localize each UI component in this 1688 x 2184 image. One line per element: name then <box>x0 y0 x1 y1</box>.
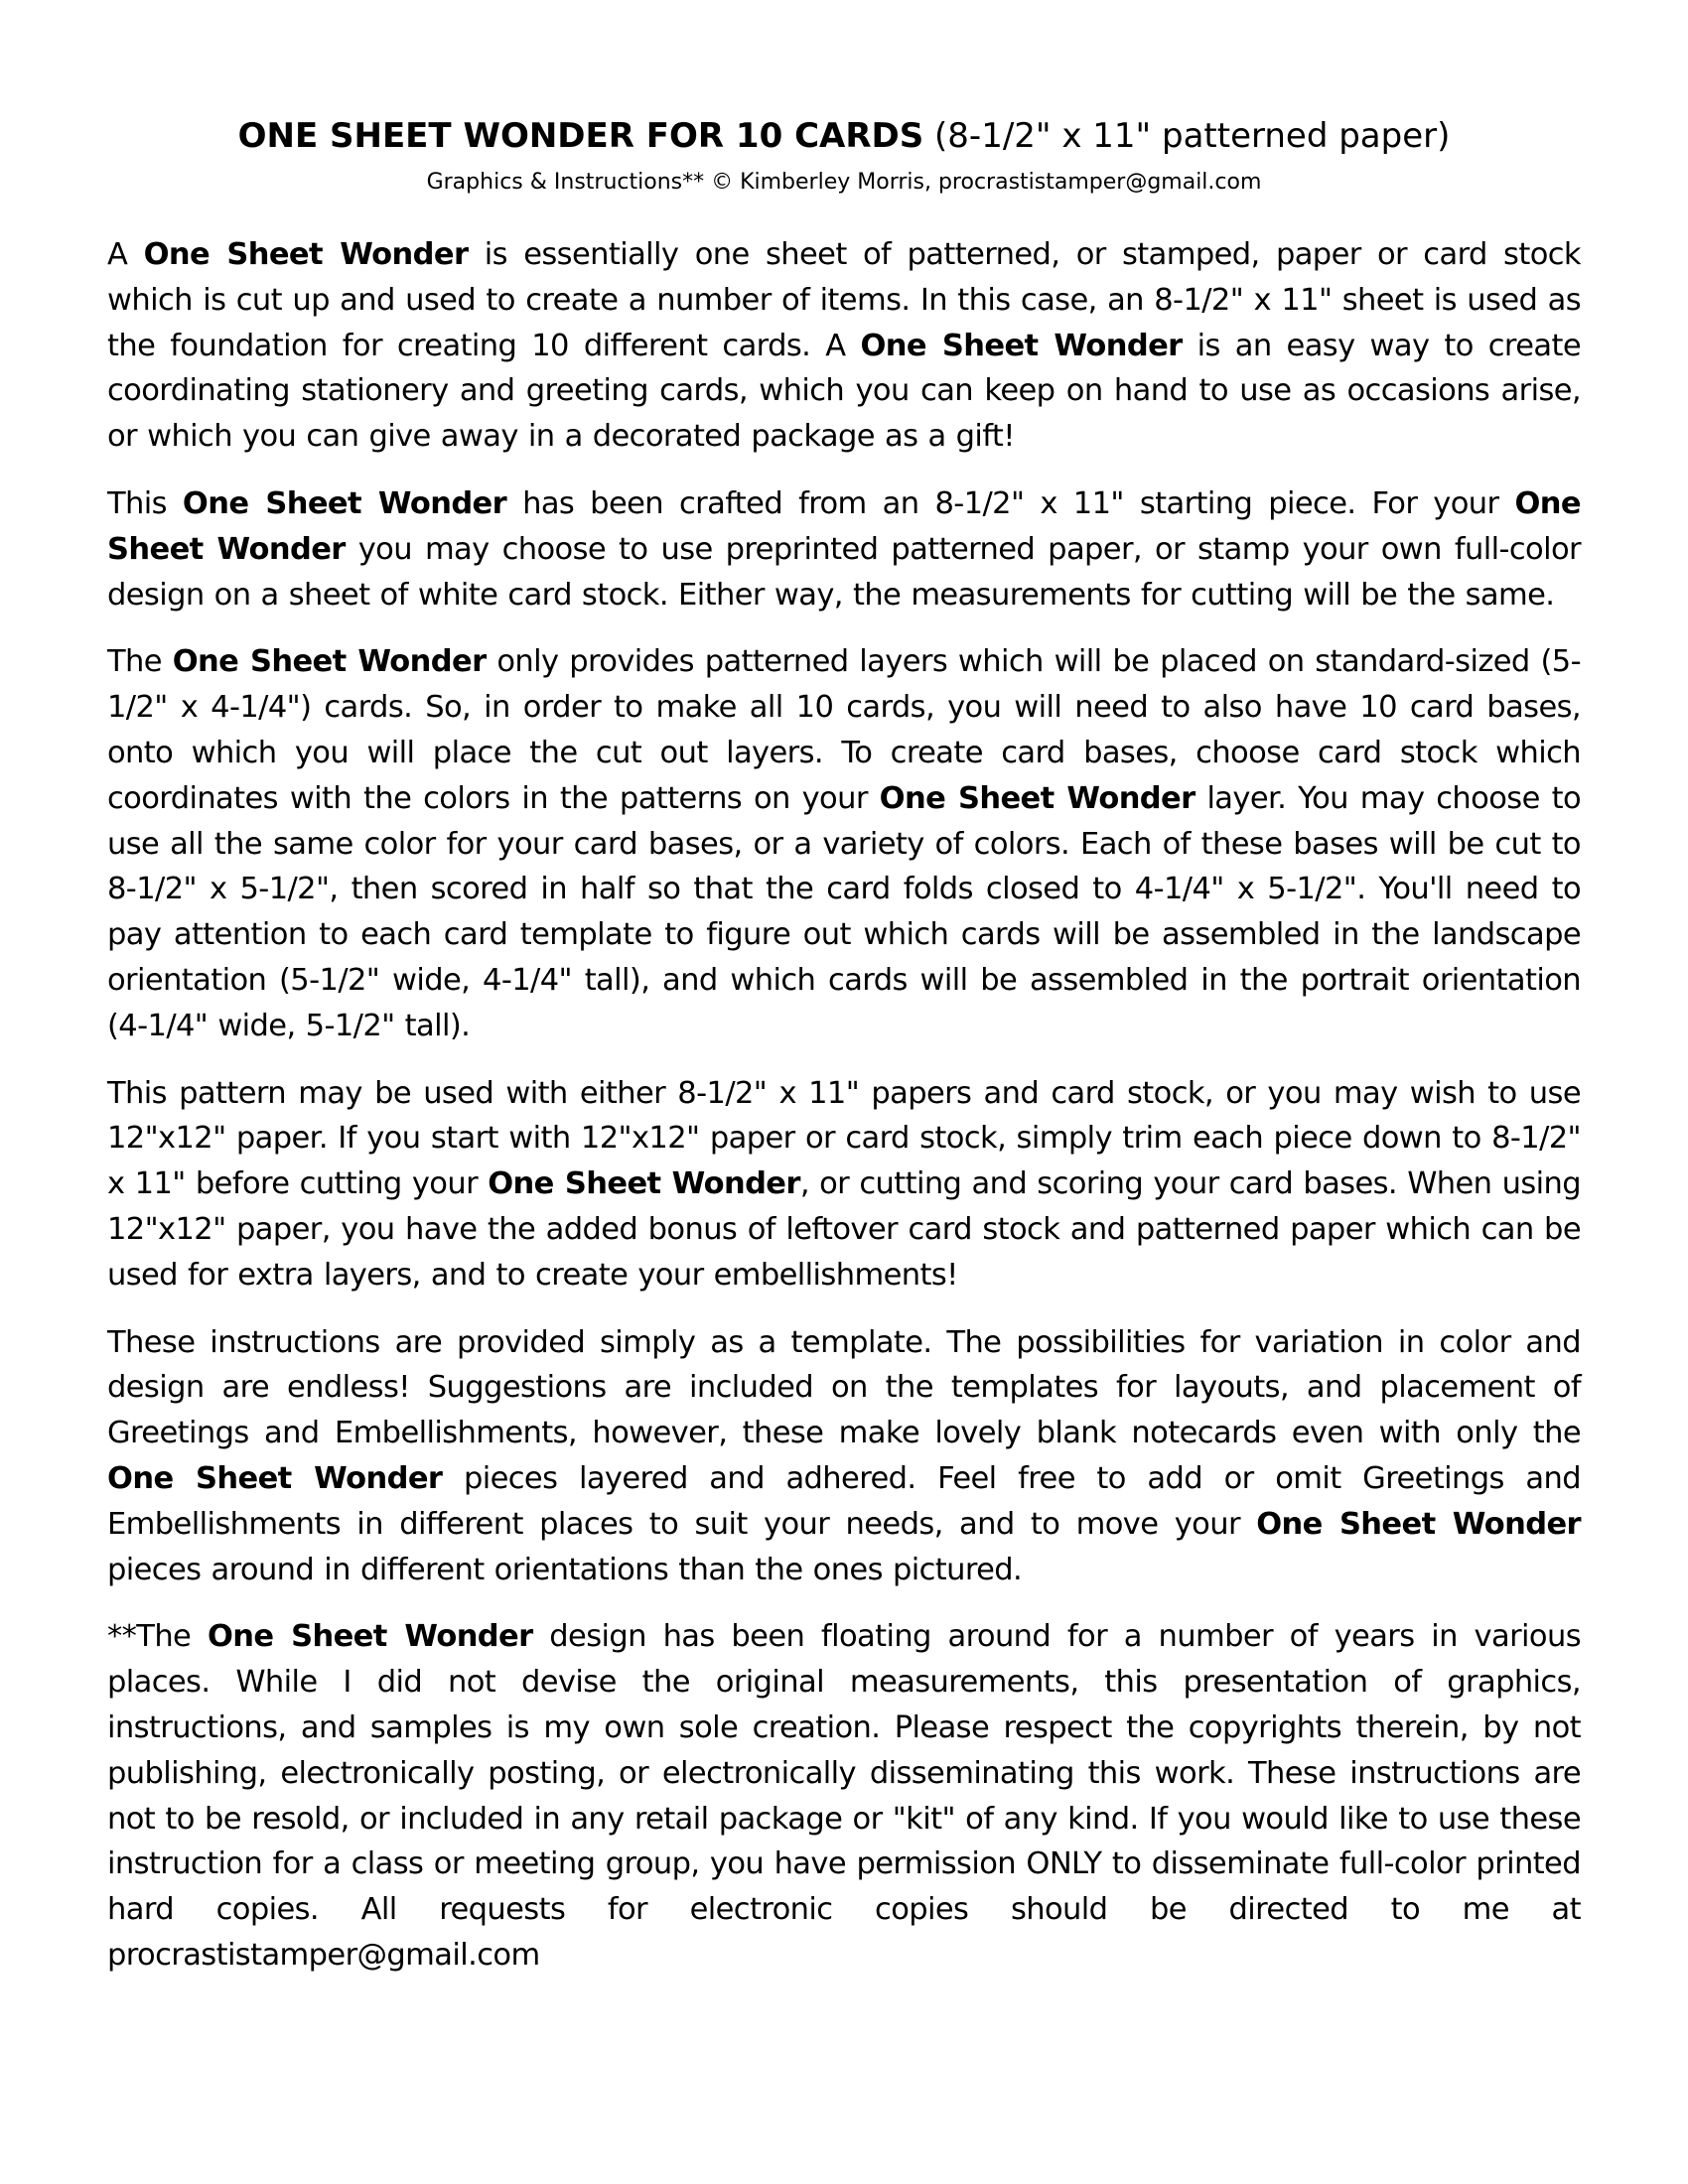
paragraph-starting-piece <box>107 481 1581 617</box>
title-main: ONE SHEET WONDER FOR 10 CARDS <box>237 116 924 156</box>
paragraph-text: you may choose to use preprinted patterned paper, or stamp your own full-color design on a sheet of white card stock. Either way, the measurements for cutting will be the same. <box>107 531 1581 613</box>
paragraph-copyright-notice <box>107 1614 1581 1978</box>
paragraph-text: A <box>107 237 144 272</box>
paragraph-text: pieces around in different orientations than the ones pictured. <box>107 1552 1023 1587</box>
page-title <box>107 111 1581 161</box>
emphasized-term: One Sheet Wonder <box>107 1460 443 1496</box>
emphasized-term: One Sheet Wonder <box>207 1619 533 1655</box>
emphasized-term: One Sheet Wonder <box>143 237 469 272</box>
paragraph-intro <box>107 232 1581 460</box>
paragraph-text: is an easy way to create coordinating stationery and greeting cards, which you can keep on hand to use as occasions arise, or which you can give away in a decorated package as a gift! <box>107 328 1581 455</box>
byline: Graphics & Instructions** © Kimberley Morris, procrastistamper@gmail.com <box>426 170 1262 195</box>
emphasized-term: One Sheet Wonder <box>182 485 507 521</box>
paragraph-variations <box>107 1320 1581 1593</box>
emphasized-term: One Sheet Wonder <box>860 328 1183 363</box>
paragraph-text: layer. You may choose to use all the same color for your card bases, or a variety of colors. Each of these bases will be cut to 8-1/2" x 5-1/2", then scored in half so that the card folds closed to 4-1/4" x 5-1/2". You'll need to pay attention to each card template to figure out which cards will be assembled in the landscape orientation (5-1/2" wide, 4-1/4" tall), and which cards will be assembled in the portrait orientation (4-1/4" wide, 5-1/2" tall). <box>107 780 1582 1043</box>
document-page <box>107 111 1581 1979</box>
paragraph-text: is essentially one sheet of patterned, or stamped, paper or card stock which is cut up and used to create a number of items. In this case, an 8-1/2" x 11" sheet is used as the foundation for creating 10 different cards. A <box>107 237 1581 363</box>
paragraph-card-bases <box>107 639 1581 1048</box>
title-subtitle: (8-1/2" x 11" patterned paper) <box>923 116 1451 156</box>
paragraph-text: **The <box>107 1619 208 1655</box>
paragraph-text: This pattern may be used with either 8-1/2" x 11" papers and card stock, or you may wish to use 12"x12" paper. If you start with 12"x12" paper or card stock, simply trim each piece down to 8-1/2" x 11" before cutting your <box>107 1075 1581 1202</box>
paragraph-text: design has been floating around for a number of years in various places. While I did not devise the original measurements, this presentation of graphics, instructions, and samples is my own sole creation. Please respect the copyrights therein, by not publishing, electronically posting, or electronically disseminating this work. These instructions are not to be resold, or included in any retail package or "kit" of any kind. If you would like to use these instruction for a class or meeting group, you have permission ONLY to disseminate full-color printed hard copies. All requests for electronic copies should be directed to me at procrastistamper@gmail.com <box>107 1619 1581 1973</box>
emphasized-term: One Sheet Wonder <box>488 1166 800 1202</box>
paragraph-text: The <box>107 644 173 680</box>
paragraph-text: This <box>107 485 183 521</box>
paragraph-text: has been crafted from an 8-1/2" x 11" starting piece. For your <box>506 485 1515 521</box>
emphasized-term: One Sheet Wonder <box>172 644 487 680</box>
paragraph-text: These instructions are provided simply as a template. The possibilities for variation in color and design are endless! Suggestions are included on the templates for layouts, and placement of Greetings and Embellishments, however, these make lovely blank notecards even with only the <box>107 1324 1581 1451</box>
paragraph-text: only provides patterned layers which will be placed on standard-sized (5-1/2" x 4-1/4") cards. So, in order to make all 10 cards, you will need to also have 10 card bases, onto which you will place the cut out layers. To create card bases, choose card stock which coordinates with the colors in the patterns on your <box>107 644 1581 816</box>
emphasized-term: One Sheet Wonder <box>879 780 1196 816</box>
paragraph-text: pieces layered and adhered. Feel free to add or omit Greetings and Embellishments in different places to suit your needs, and to move your <box>107 1460 1581 1542</box>
paragraph-paper-sizes <box>107 1071 1581 1298</box>
paragraph-text: , or cutting and scoring your card bases. When using 12"x12" paper, you have the added bonus of leftover card stock and patterned paper which can be used for extra layers, and to create your embellishments! <box>107 1166 1581 1293</box>
emphasized-term: One Sheet Wonder <box>107 485 1581 567</box>
emphasized-term: One Sheet Wonder <box>1256 1506 1581 1542</box>
